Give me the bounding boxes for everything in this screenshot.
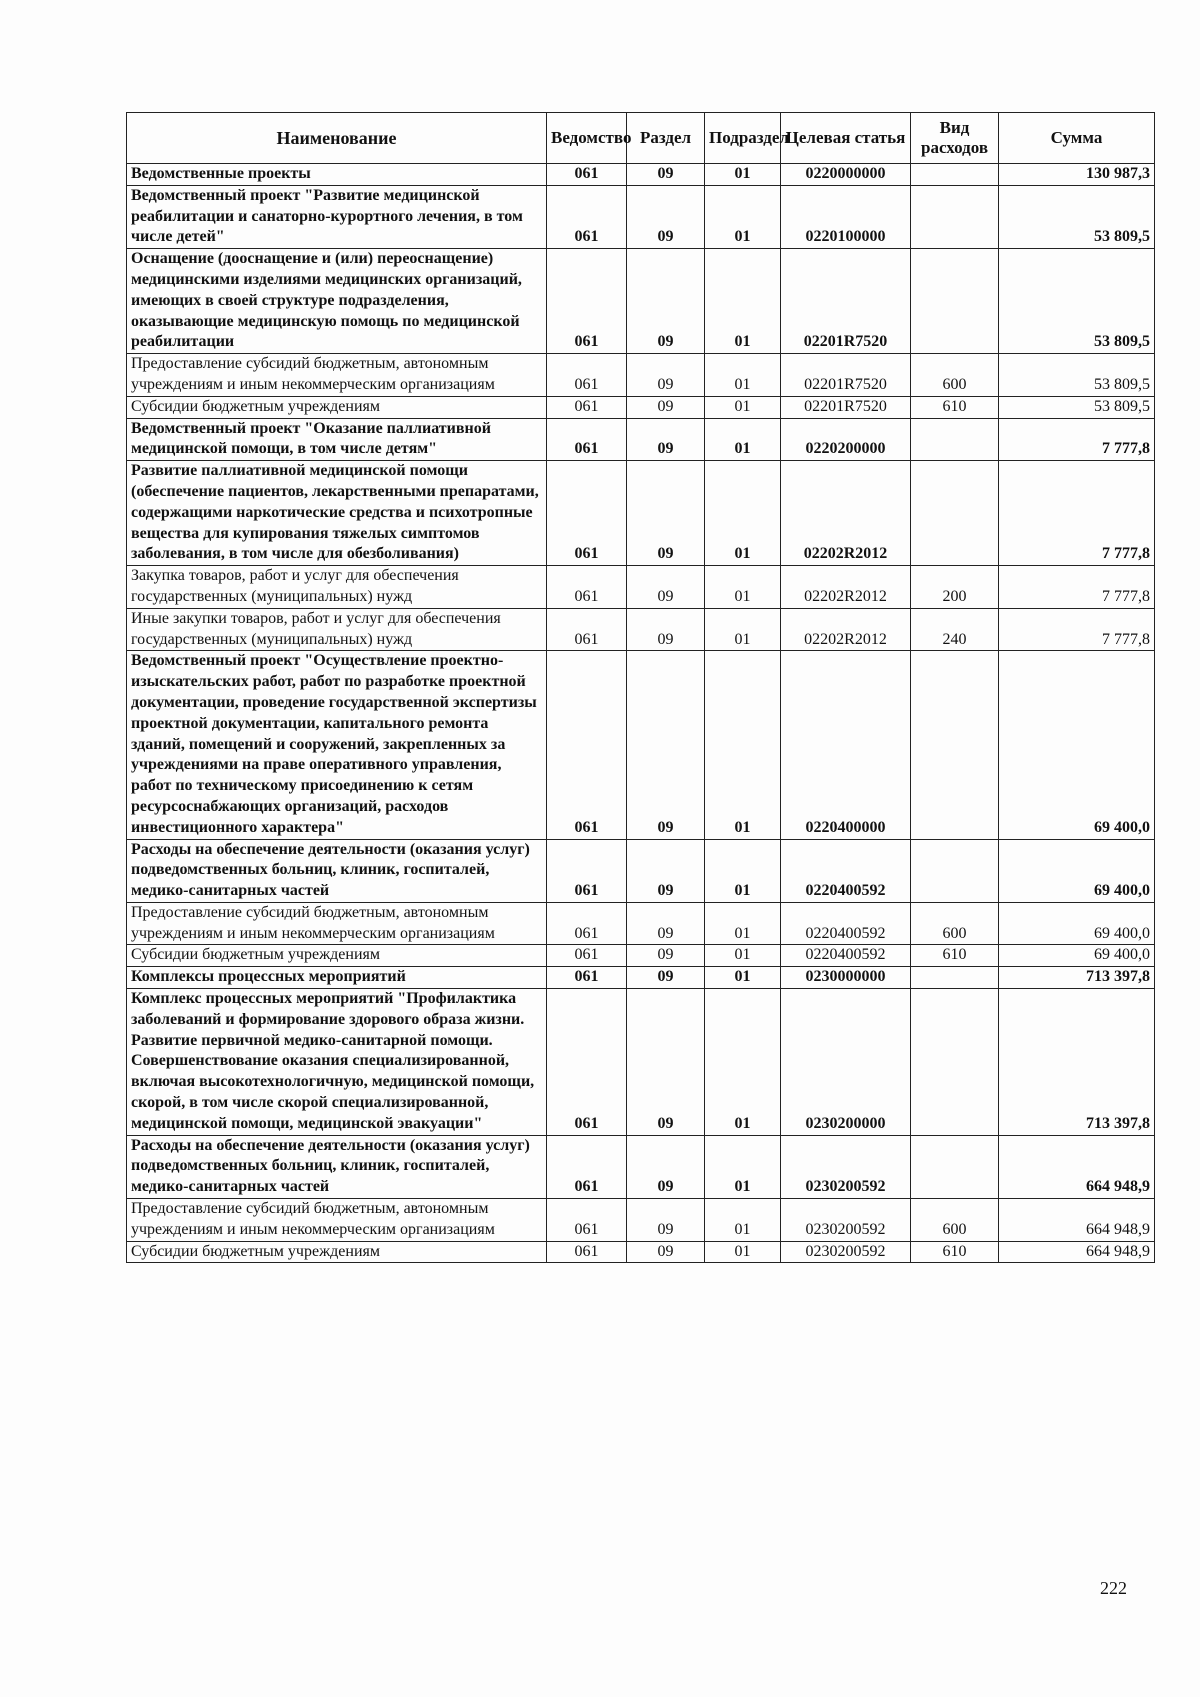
cell-target: 0220400592 <box>781 839 911 902</box>
cell-sum: 53 809,5 <box>999 396 1155 418</box>
cell-dept: 061 <box>547 839 627 902</box>
cell-sum: 53 809,5 <box>999 354 1155 397</box>
cell-dept: 061 <box>547 651 627 839</box>
cell-section: 09 <box>627 1241 705 1263</box>
cell-subsection: 01 <box>705 185 781 248</box>
cell-type <box>911 989 999 1136</box>
cell-dept: 061 <box>547 608 627 651</box>
cell-section: 09 <box>627 945 705 967</box>
cell-section: 09 <box>627 651 705 839</box>
cell-subsection: 01 <box>705 1135 781 1198</box>
cell-sum: 7 777,8 <box>999 608 1155 651</box>
table-row <box>127 945 1155 967</box>
cell-section: 09 <box>627 354 705 397</box>
cell-type <box>911 185 999 248</box>
table-row <box>127 461 1155 566</box>
cell-name: Иные закупки товаров, работ и услуг для обеспечения государственных (муниципальных) нужд <box>127 608 547 651</box>
table-row <box>127 902 1155 945</box>
table-row <box>127 396 1155 418</box>
cell-name: Развитие паллиативной медицинской помощи (обеспечение пациентов, лекарственными препаратами, содержащими наркотические средства и психотропные вещества для купирования тяжелых симптомов заболевания, в том числе для обезболивания) <box>127 461 547 566</box>
cell-target: 0220000000 <box>781 164 911 186</box>
table-row <box>127 839 1155 902</box>
cell-type: 610 <box>911 1241 999 1263</box>
cell-type <box>911 1135 999 1198</box>
cell-sum: 69 400,0 <box>999 839 1155 902</box>
cell-target: 0230200592 <box>781 1241 911 1263</box>
cell-sum: 53 809,5 <box>999 249 1155 354</box>
table-row <box>127 1199 1155 1242</box>
cell-name: Субсидии бюджетным учреждениям <box>127 396 547 418</box>
cell-section: 09 <box>627 461 705 566</box>
cell-subsection: 01 <box>705 902 781 945</box>
cell-sum: 69 400,0 <box>999 651 1155 839</box>
table-row <box>127 608 1155 651</box>
header-sum: Сумма <box>999 113 1155 164</box>
cell-dept: 061 <box>547 1199 627 1242</box>
cell-type <box>911 651 999 839</box>
cell-section: 09 <box>627 566 705 609</box>
table-body <box>127 164 1155 1263</box>
cell-dept: 061 <box>547 967 627 989</box>
cell-name: Предоставление субсидий бюджетным, автономным учреждениям и иным некоммерческим организациям <box>127 354 547 397</box>
table-row <box>127 354 1155 397</box>
cell-type <box>911 164 999 186</box>
cell-name: Расходы на обеспечение деятельности (оказания услуг) подведомственных больниц, клиник, госпиталей, медико-санитарных частей <box>127 839 547 902</box>
cell-section: 09 <box>627 839 705 902</box>
cell-dept: 061 <box>547 249 627 354</box>
cell-target: 0220400000 <box>781 651 911 839</box>
table-row <box>127 967 1155 989</box>
cell-name: Ведомственный проект "Оказание паллиативной медицинской помощи, в том числе детям" <box>127 418 547 461</box>
cell-name: Расходы на обеспечение деятельности (оказания услуг) подведомственных больниц, клиник, госпиталей, медико-санитарных частей <box>127 1135 547 1198</box>
cell-sum: 130 987,3 <box>999 164 1155 186</box>
cell-target: 0230000000 <box>781 967 911 989</box>
cell-dept: 061 <box>547 1241 627 1263</box>
cell-name: Комплексы процессных мероприятий <box>127 967 547 989</box>
cell-dept: 061 <box>547 354 627 397</box>
cell-section: 09 <box>627 967 705 989</box>
cell-sum: 664 948,9 <box>999 1199 1155 1242</box>
cell-sum: 713 397,8 <box>999 967 1155 989</box>
cell-name: Закупка товаров, работ и услуг для обеспечения государственных (муниципальных) нужд <box>127 566 547 609</box>
cell-section: 09 <box>627 418 705 461</box>
cell-sum: 664 948,9 <box>999 1135 1155 1198</box>
table-row <box>127 249 1155 354</box>
table-row <box>127 651 1155 839</box>
budget-table <box>126 112 1155 1263</box>
header-row <box>127 113 1155 164</box>
table-row <box>127 1241 1155 1263</box>
cell-type <box>911 418 999 461</box>
cell-subsection: 01 <box>705 164 781 186</box>
cell-name: Предоставление субсидий бюджетным, автономным учреждениям и иным некоммерческим организациям <box>127 1199 547 1242</box>
cell-name: Ведомственный проект "Развитие медицинской реабилитации и санаторно-курортного лечения, в том числе детей" <box>127 185 547 248</box>
cell-subsection: 01 <box>705 1241 781 1263</box>
cell-dept: 061 <box>547 902 627 945</box>
cell-dept: 061 <box>547 461 627 566</box>
cell-type <box>911 839 999 902</box>
table-row <box>127 185 1155 248</box>
cell-subsection: 01 <box>705 461 781 566</box>
cell-subsection: 01 <box>705 566 781 609</box>
header-type: Вид расходов <box>911 113 999 164</box>
cell-section: 09 <box>627 249 705 354</box>
cell-section: 09 <box>627 164 705 186</box>
cell-type <box>911 249 999 354</box>
cell-type: 600 <box>911 902 999 945</box>
cell-target: 0220400592 <box>781 902 911 945</box>
cell-dept: 061 <box>547 396 627 418</box>
cell-sum: 7 777,8 <box>999 566 1155 609</box>
cell-subsection: 01 <box>705 1199 781 1242</box>
header-dept: Ведомство <box>547 113 627 164</box>
cell-dept: 061 <box>547 164 627 186</box>
cell-name: Субсидии бюджетным учреждениям <box>127 945 547 967</box>
cell-sum: 664 948,9 <box>999 1241 1155 1263</box>
cell-subsection: 01 <box>705 967 781 989</box>
cell-dept: 061 <box>547 989 627 1136</box>
cell-subsection: 01 <box>705 608 781 651</box>
cell-target: 02202R2012 <box>781 608 911 651</box>
cell-subsection: 01 <box>705 354 781 397</box>
cell-sum: 69 400,0 <box>999 902 1155 945</box>
cell-name: Предоставление субсидий бюджетным, автономным учреждениям и иным некоммерческим организациям <box>127 902 547 945</box>
cell-subsection: 01 <box>705 396 781 418</box>
page-number: 222 <box>1100 1578 1127 1598</box>
cell-subsection: 01 <box>705 249 781 354</box>
cell-name: Субсидии бюджетным учреждениям <box>127 1241 547 1263</box>
table-row <box>127 989 1155 1136</box>
cell-sum: 7 777,8 <box>999 418 1155 461</box>
cell-target: 0230200592 <box>781 1199 911 1242</box>
cell-target: 0230200592 <box>781 1135 911 1198</box>
cell-dept: 061 <box>547 566 627 609</box>
cell-name: Ведомственные проекты <box>127 164 547 186</box>
cell-type: 600 <box>911 354 999 397</box>
cell-section: 09 <box>627 396 705 418</box>
cell-subsection: 01 <box>705 418 781 461</box>
cell-name: Ведомственный проект "Осуществление проектно-изыскательских работ, работ по разработке проектной документации, проведение государственной экспертизы проектной документации, капитального ремонта зданий, помещений и сооружений, закрепленных за учреждениями на праве оперативного управления, работ по техническому присоединению к сетям ресурсоснабжающих организаций, расходов инвестиционного характера" <box>127 651 547 839</box>
cell-section: 09 <box>627 185 705 248</box>
cell-target: 0220400592 <box>781 945 911 967</box>
header-name: Наименование <box>127 113 547 164</box>
cell-section: 09 <box>627 1199 705 1242</box>
cell-type <box>911 461 999 566</box>
cell-dept: 061 <box>547 185 627 248</box>
table-row <box>127 566 1155 609</box>
cell-target: 02201R7520 <box>781 354 911 397</box>
cell-name: Комплекс процессных мероприятий "Профилактика заболеваний и формирование здорового образа жизни. Развитие первичной медико-санитарной помощи. Совершенствование оказания специализированной, включая высокотехнологичную, медицинской помощи, скорой, в том числе скорой специализированной, медицинской помощи, медицинской эвакуации" <box>127 989 547 1136</box>
cell-target: 0230200000 <box>781 989 911 1136</box>
cell-subsection: 01 <box>705 945 781 967</box>
cell-name: Оснащение (дооснащение и (или) переоснащение) медицинскими изделиями медицинских организаций, имеющих в своей структуре подразделения, оказывающие медицинскую помощь по медицинской реабилитации <box>127 249 547 354</box>
cell-section: 09 <box>627 902 705 945</box>
cell-dept: 061 <box>547 1135 627 1198</box>
cell-section: 09 <box>627 1135 705 1198</box>
cell-target: 0220100000 <box>781 185 911 248</box>
header-section: Раздел <box>627 113 705 164</box>
cell-sum: 53 809,5 <box>999 185 1155 248</box>
table-row <box>127 1135 1155 1198</box>
header-target: Целевая статья <box>781 113 911 164</box>
cell-sum: 69 400,0 <box>999 945 1155 967</box>
cell-section: 09 <box>627 989 705 1136</box>
cell-type <box>911 967 999 989</box>
cell-dept: 061 <box>547 418 627 461</box>
cell-sum: 7 777,8 <box>999 461 1155 566</box>
cell-type: 200 <box>911 566 999 609</box>
cell-subsection: 01 <box>705 989 781 1136</box>
cell-subsection: 01 <box>705 839 781 902</box>
cell-sum: 713 397,8 <box>999 989 1155 1136</box>
cell-target: 02202R2012 <box>781 566 911 609</box>
cell-target: 0220200000 <box>781 418 911 461</box>
cell-type: 610 <box>911 945 999 967</box>
cell-type: 600 <box>911 1199 999 1242</box>
cell-type: 610 <box>911 396 999 418</box>
cell-section: 09 <box>627 608 705 651</box>
cell-type: 240 <box>911 608 999 651</box>
cell-target: 02201R7520 <box>781 249 911 354</box>
cell-target: 02201R7520 <box>781 396 911 418</box>
cell-subsection: 01 <box>705 651 781 839</box>
table-row <box>127 418 1155 461</box>
cell-dept: 061 <box>547 945 627 967</box>
cell-target: 02202R2012 <box>781 461 911 566</box>
header-subsection: Подраздел <box>705 113 781 164</box>
table-header <box>127 113 1155 164</box>
table-row <box>127 164 1155 186</box>
